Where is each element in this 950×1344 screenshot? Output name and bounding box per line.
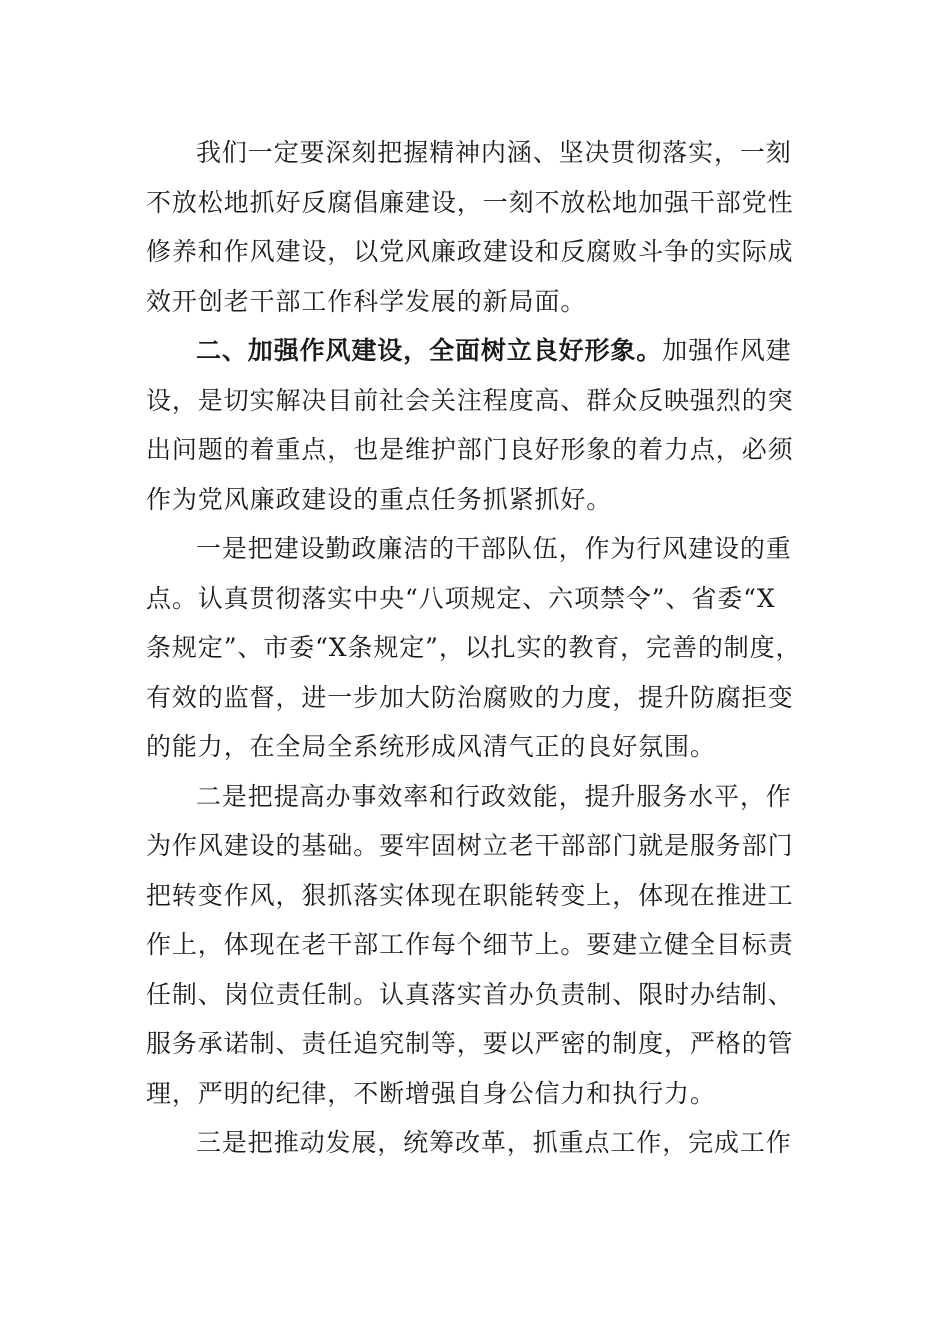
paragraph-1 [146,128,808,326]
paragraph-text: 一是把建设勤政廉洁的干部队伍，作为行风建设的重 点。认真贯彻落实中央“八项规定、六项禁令”、省委“X 条规定”、市委“X条规定”，以扎实的教育，完善的制度， 有效的监督，进一步加大防治腐败的力度，提升防腐拒变 的能力，在全局全系统形成风清气正的良好氛围。 [146,534,802,761]
paragraph-text: 加强作风建 设，是切实解决目前社会关注程度高、群众反映强烈的突 出问题的着重点，也是维护部门良好形象的着力点，必须 作为党风廉政建设的重点任务抓紧抓好。 [146,336,794,514]
paragraph-5 [146,1118,808,1168]
paragraph-text: 三是把推动发展，统筹改革，抓重点工作，完成工作 [196,1128,792,1157]
paragraph-text: 我们一定要深刻把握精神内涵、坚决贯彻落实，一刻 不放松地抓好反腐倡廉建设，一刻不放松地加强干部党性 修养和作风建设，以党风廉政建设和反腐败斗争的实际成 效开创老干部工作科学发展的新局面。 [146,138,794,316]
section-heading: 二、加强作风建设，全面树立良好形象。 [196,336,663,365]
paragraph-3 [146,524,808,772]
paragraph-text: 二是把提高办事效率和行政效能，提升服务水平，作 为作风建设的基础。要牢固树立老干部部门就是服务部门 把转变作风，狠抓落实体现在职能转变上，体现在推进工 作上，体现在老干部工作每个细节上。要建立健全目标责 任制、岗位责任制。认真落实首办负责制、限时办结制、 服务承诺制、责任追究制等，要以严密的制度，严格的管 理，严明的纪律，不断增强自身公信力和执行力。 [146,781,794,1108]
paragraph-2 [146,326,808,524]
document-body [146,128,808,1168]
paragraph-4 [146,772,808,1119]
